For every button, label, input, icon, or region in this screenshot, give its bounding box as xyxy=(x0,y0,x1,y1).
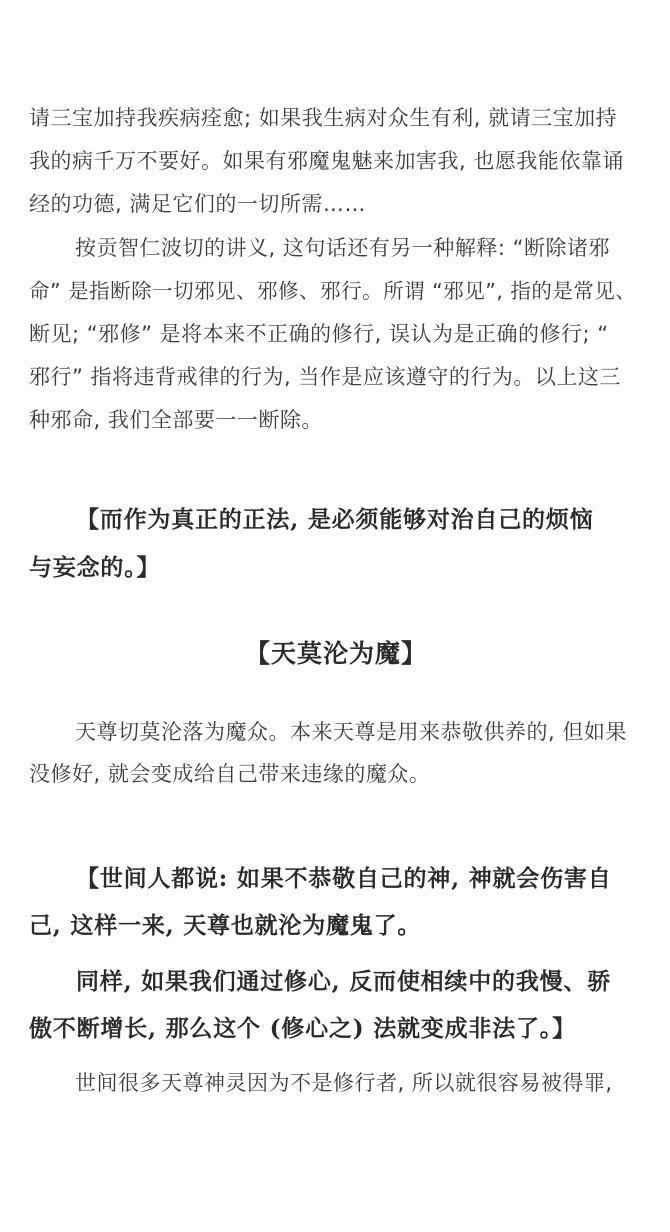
bold-quote-line: 与妄念的。】 xyxy=(29,554,161,581)
section-heading: 【天莫沦为魔】 xyxy=(245,639,428,668)
paragraph-line: 种邪命, 我们全部要一一断除。 xyxy=(29,408,323,432)
bold-quote-line: 傲不断增长, 那么这个 (修心之) 法就变成非法了。】 xyxy=(29,1015,576,1042)
paragraph-line: 经的功德, 满足它们的一切所需…… xyxy=(29,192,366,216)
paragraph-line: 世间很多天尊神灵因为不是修行者, 所以就很容易被得罪, xyxy=(75,1071,613,1095)
bold-quote-line: 同样, 如果我们通过修心, 反而使相续中的我慢、骄 xyxy=(76,968,612,995)
paragraph-line: 我的病千万不要好。如果有邪魔鬼魅来加害我, 也愿我能依靠诵 xyxy=(29,149,624,173)
bold-quote-line: 己, 这样一来, 天尊也就沦为魔鬼了。 xyxy=(29,912,422,939)
paragraph-line: 请三宝加持我疾病痊愈; 如果我生病对众生有利, 就请三宝加持 xyxy=(29,106,618,130)
paragraph-line: 命” 是指断除一切邪见、邪修、邪行。所谓 “邪见”, 指的是常见、 xyxy=(29,279,637,303)
paragraph-line: 天尊切莫沦落为魔众。本来天尊是用来恭敬供养的, 但如果 xyxy=(75,720,627,744)
paragraph-line: 没修好, 就会变成给自己带来违缘的魔众。 xyxy=(29,762,431,786)
paragraph-line: 按贡智仁波切的讲义, 这句话还有另一种解释: “断除诸邪 xyxy=(75,236,610,260)
paragraph-line: 断见; “邪修” 是将本来不正确的修行, 误认为是正确的修行; “ xyxy=(29,322,609,346)
bold-quote-line: 【世间人都说: 如果不恭敬自己的神, 神就会伤害自 xyxy=(76,865,612,892)
paragraph-line: 邪行” 指将违背戒律的行为, 当作是应该遵守的行为。以上这三 xyxy=(29,365,621,389)
bold-quote-line: 【而作为真正的正法, 是必须能够对治自己的烦恼 xyxy=(76,506,594,533)
